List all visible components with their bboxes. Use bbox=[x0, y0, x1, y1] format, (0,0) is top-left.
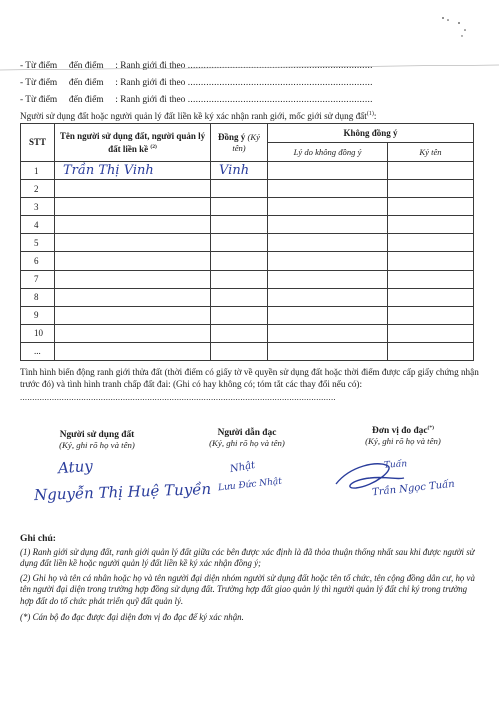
row-name-cell bbox=[55, 342, 211, 360]
handwritten-entry bbox=[211, 290, 219, 305]
fill-dots: ...................................................................... bbox=[187, 61, 373, 71]
notes-title: Ghi chú: bbox=[20, 533, 56, 544]
row-sign-cell bbox=[388, 252, 474, 270]
signature-block-user: Người sử dụng đất (Ký, ghi rõ họ và tên) bbox=[59, 430, 135, 450]
row-number: 7 bbox=[21, 270, 55, 288]
to-point-label: đến điểm bbox=[68, 61, 104, 71]
row-number: 5 bbox=[21, 234, 55, 252]
table-row bbox=[21, 270, 474, 288]
table-row bbox=[21, 306, 474, 324]
handwritten-entry bbox=[55, 344, 63, 359]
to-point-label: đến điểm bbox=[68, 78, 104, 88]
handwritten-entry bbox=[55, 254, 63, 269]
guide-signed-name: Lưu Đức Nhật bbox=[217, 476, 283, 494]
boundary-follows-label: : Ranh giới đi theo bbox=[115, 78, 186, 88]
row-reason-cell bbox=[268, 198, 388, 216]
table-row bbox=[21, 198, 474, 216]
row-agree-cell bbox=[211, 288, 268, 306]
scan-dots-icon bbox=[439, 14, 469, 38]
table-row bbox=[21, 252, 474, 270]
to-point-label: đến điểm bbox=[68, 95, 104, 105]
col-reason-header: Lý do không đồng ý bbox=[268, 143, 388, 162]
row-number: 6 bbox=[21, 252, 55, 270]
row-agree-cell bbox=[211, 180, 268, 198]
table-row bbox=[21, 162, 474, 180]
handwritten-entry bbox=[211, 254, 219, 269]
guide-signature-mark: Nhật bbox=[229, 459, 256, 476]
row-reason-cell bbox=[268, 324, 388, 342]
row-number: 1 bbox=[21, 162, 55, 180]
row-agree-cell bbox=[211, 306, 268, 324]
handwritten-entry bbox=[211, 235, 219, 250]
row-reason-cell bbox=[268, 270, 388, 288]
user-signature-mark: Atuy bbox=[57, 456, 94, 478]
row-agree-cell bbox=[211, 342, 268, 360]
handwritten-entry bbox=[55, 326, 63, 341]
col-agree-header: Đồng ý (Ký tên) bbox=[211, 124, 268, 162]
note-2: (2) Ghi họ và tên cá nhân hoặc họ và tên người đại diện nhóm người sử dụng đất hoặc tên tổ chức, tên cộng đồng dân cư, họ và tên người đại diện trong trường hợp đồng sử dụng đất. Trường hợp đất giao quản lý thì người quản lý đất chỉ ký trong trường hợp đất do tổ chức phát triển quỹ đất quản lý. bbox=[20, 573, 475, 606]
fill-dots: ...................................................................... bbox=[187, 78, 373, 88]
row-agree-cell bbox=[211, 324, 268, 342]
col-name-header: Tên người sử dụng đất, người quản lý đất liền kề $^{(2)}$ bbox=[55, 124, 211, 162]
confirmation-table bbox=[20, 123, 474, 361]
row-sign-cell bbox=[388, 306, 474, 324]
row-sign-cell bbox=[388, 342, 474, 360]
table-row bbox=[21, 216, 474, 234]
handwritten-entry bbox=[55, 181, 63, 196]
table-row bbox=[21, 234, 474, 252]
row-sign-cell bbox=[388, 216, 474, 234]
row-agree-cell bbox=[211, 270, 268, 288]
handwritten-entry bbox=[211, 326, 219, 341]
row-agree-cell bbox=[211, 198, 268, 216]
row-agree-cell bbox=[211, 252, 268, 270]
intro-sentence: Người sử dụng đất hoặc người quản lý đất liền kề ký xác nhận ranh giới, mốc giới sử dụng đất$^{(1)}$: bbox=[20, 111, 377, 122]
from-point-label: - Từ điểm bbox=[20, 78, 58, 88]
row-name-cell bbox=[55, 324, 211, 342]
col-sign-header: Ký tên bbox=[388, 143, 474, 162]
row-reason-cell bbox=[268, 216, 388, 234]
handwritten-entry bbox=[55, 199, 63, 214]
row-reason-cell bbox=[268, 252, 388, 270]
row-name-cell bbox=[55, 216, 211, 234]
row-sign-cell bbox=[388, 198, 474, 216]
row-number: 3 bbox=[21, 198, 55, 216]
handwritten-entry bbox=[211, 308, 219, 323]
row-number: 10 bbox=[21, 324, 55, 342]
row-number: ... bbox=[21, 342, 55, 360]
handwritten-entry bbox=[211, 272, 219, 287]
row-number: 2 bbox=[21, 180, 55, 198]
handwritten-entry bbox=[55, 217, 63, 232]
scan-artifact-line bbox=[0, 64, 499, 72]
survey-signed-name: Trần Ngọc Tuấn bbox=[371, 478, 456, 499]
handwritten-entry bbox=[55, 308, 63, 323]
fill-dots: ................................................................................................................................. bbox=[20, 392, 336, 403]
row-name-cell bbox=[55, 252, 211, 270]
row-sign-cell bbox=[388, 288, 474, 306]
row-name-cell bbox=[55, 306, 211, 324]
table-row bbox=[21, 288, 474, 306]
handwritten-entry bbox=[211, 199, 219, 214]
boundary-follows-label: : Ranh giới đi theo bbox=[115, 61, 186, 71]
from-point-label: - Từ điểm bbox=[20, 95, 58, 105]
row-agree-cell bbox=[211, 162, 268, 180]
row-reason-cell bbox=[268, 234, 388, 252]
survey-signature-mark: Tuấn bbox=[383, 459, 408, 471]
land-situation-paragraph: Tình hình biến động ranh giới thửa đất (thời điểm có giấy tờ về quyền sử dụng đất hoặc thời điểm được cấp giấy chứng nhận trước đó) và tình hình tranh chấp đất đai: (Ghi có hay không có; tóm tắt các thay đổi nếu có): ................................................................................................................................. bbox=[20, 367, 479, 403]
handwritten-entry bbox=[55, 290, 63, 305]
row-name-cell bbox=[55, 288, 211, 306]
row-reason-cell bbox=[268, 342, 388, 360]
signature-block-guide: Người dẫn đạc (Ký, ghi rõ họ và tên) bbox=[209, 428, 285, 448]
handwritten-entry: Vinh bbox=[219, 163, 250, 179]
row-sign-cell bbox=[388, 270, 474, 288]
row-name-cell bbox=[55, 198, 211, 216]
row-sign-cell bbox=[388, 234, 474, 252]
handwritten-entry bbox=[211, 217, 219, 232]
col-stt-header: STT bbox=[21, 124, 55, 162]
row-number: 4 bbox=[21, 216, 55, 234]
handwritten-entry bbox=[55, 272, 63, 287]
from-point-label: - Từ điểm bbox=[20, 61, 58, 71]
scan-marks bbox=[439, 14, 469, 40]
row-name-cell bbox=[55, 234, 211, 252]
handwritten-entry bbox=[55, 235, 63, 250]
note-3: (*) Cán bộ đo đạc được đại diện đơn vị đo đạc để ký xác nhận. bbox=[20, 612, 244, 622]
boundary-follows-label: : Ranh giới đi theo bbox=[115, 95, 186, 105]
note-1: (1) Ranh giới sử dụng đất, ranh giới quản lý đất giữa các bên được xác định là đã thỏa thuận thống nhất sau khi được người sử dụng đất liền kề hoặc người quản lý đất liền kề ký xác nhận đồng ý; bbox=[20, 547, 475, 569]
row-name-cell bbox=[55, 162, 211, 180]
handwritten-entry: Trần Thị Vinh bbox=[63, 163, 154, 179]
row-agree-cell bbox=[211, 216, 268, 234]
col-disagree-header: Không đồng ý bbox=[268, 124, 474, 143]
table-row bbox=[21, 180, 474, 198]
row-number: 8 bbox=[21, 288, 55, 306]
row-reason-cell bbox=[268, 288, 388, 306]
boundary-line-3 bbox=[20, 95, 373, 105]
row-reason-cell bbox=[268, 306, 388, 324]
signature-block-survey: Đơn vị đo đạc(*) (Ký, ghi rõ họ và tên) bbox=[365, 425, 441, 447]
row-name-cell bbox=[55, 180, 211, 198]
table-row bbox=[21, 342, 474, 360]
table-row bbox=[21, 324, 474, 342]
handwritten-entry bbox=[211, 181, 219, 196]
handwritten-entry bbox=[211, 344, 219, 359]
row-name-cell bbox=[55, 270, 211, 288]
row-sign-cell bbox=[388, 324, 474, 342]
user-signed-name: Nguyễn Thị Huệ Tuyền bbox=[33, 479, 212, 505]
fill-dots: ...................................................................... bbox=[187, 95, 373, 105]
row-reason-cell bbox=[268, 180, 388, 198]
row-agree-cell bbox=[211, 234, 268, 252]
boundary-line-2 bbox=[20, 78, 373, 88]
row-reason-cell bbox=[268, 162, 388, 180]
row-sign-cell bbox=[388, 162, 474, 180]
row-number: 9 bbox=[21, 306, 55, 324]
row-sign-cell bbox=[388, 180, 474, 198]
